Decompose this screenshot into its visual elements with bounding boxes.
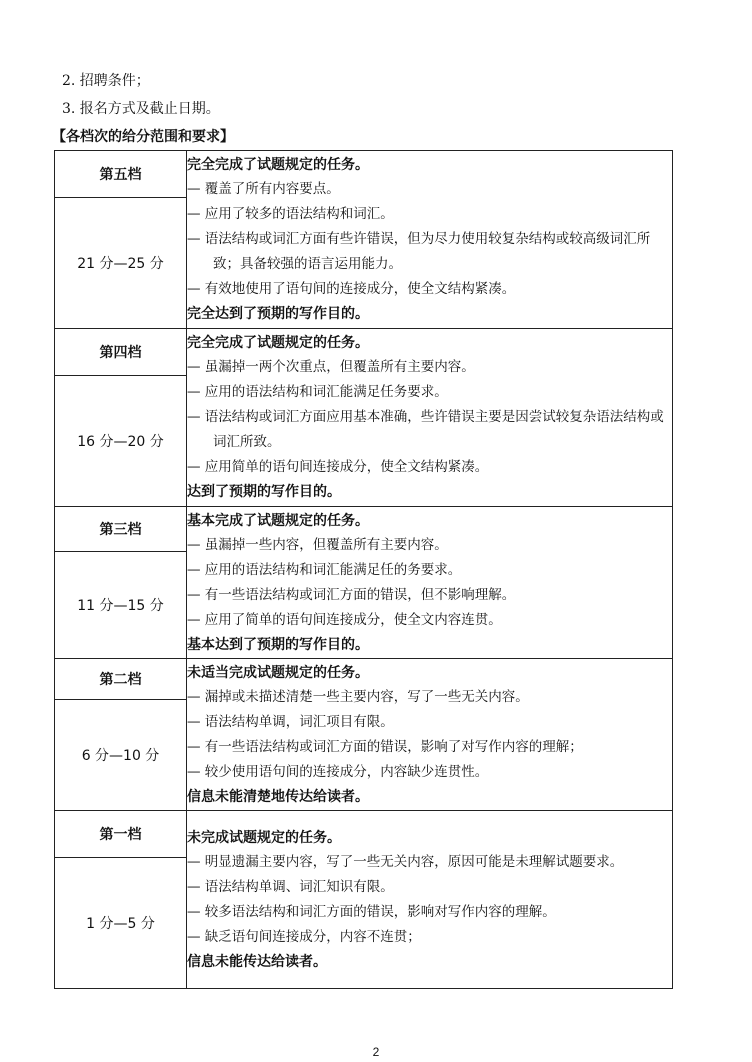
- band-level: 第二档: [55, 659, 187, 700]
- band-footer: 信息未能清楚地传达给读者。: [187, 788, 369, 805]
- page-number: 2: [372, 1045, 380, 1059]
- band-description: [187, 151, 673, 329]
- band-item: — 缺乏语句间连接成分，内容不连贯；: [187, 928, 421, 945]
- band-4-level-row: [55, 329, 673, 376]
- band-range: 21 分—25 分: [55, 198, 187, 329]
- band-title: 完全完成了试题规定的任务。: [187, 157, 369, 173]
- band-item: — 虽漏掉一些内容，但覆盖所有主要内容。: [187, 536, 448, 553]
- band-item: — 有一些语法结构或词汇方面的错误，影响了对写作内容的理解；: [187, 738, 583, 755]
- band-item: — 覆盖了所有内容要点。: [187, 181, 340, 197]
- band-item: — 虽漏掉一两个次重点，但覆盖所有主要内容。: [187, 359, 475, 375]
- band-title: 未完成试题规定的任务。: [187, 829, 341, 846]
- band-item: — 应用的语法结构和词汇能满足任务要求。: [187, 384, 448, 400]
- band-level: 第四档: [55, 329, 187, 376]
- band-range: 11 分—15 分: [55, 552, 187, 659]
- band-level: 第五档: [55, 151, 187, 198]
- band-range: 6 分—10 分: [55, 700, 187, 811]
- band-title: 基本完成了试题规定的任务。: [187, 512, 369, 529]
- band-item: — 语法结构单调、词汇知识有限。: [187, 878, 394, 895]
- band-item: — 有一些语法结构或词汇方面的错误，但不影响理解。: [187, 586, 516, 603]
- band-item: — 漏掉或未描述清楚一些主要内容，写了一些无关内容。: [187, 688, 529, 705]
- band-item: — 明显遗漏主要内容，写了一些无关内容，原因可能是未理解试题要求。: [187, 853, 624, 870]
- band-range: 16 分—20 分: [55, 376, 187, 507]
- band-title: 未适当完成试题规定的任务。: [187, 664, 369, 681]
- intro-item-2: 2. 招聘条件；: [62, 73, 150, 89]
- band-footer: 达到了预期的写作目的。: [187, 484, 341, 500]
- band-item: — 较多语法结构和词汇方面的错误，影响对写作内容的理解。: [187, 903, 556, 920]
- band-title: 完全完成了试题规定的任务。: [187, 335, 369, 351]
- band-footer: 信息未能传达给读者。: [187, 953, 327, 970]
- band-description: [187, 329, 673, 507]
- band-item: — 语法结构单调，词汇项目有限。: [187, 713, 394, 730]
- band-5-level-row: [55, 151, 673, 198]
- band-item: — 应用了简单的语句间连接成分，使全文内容连贯。: [187, 611, 502, 628]
- band-item: — 较少使用语句间的连接成分，内容缺少连贯性。: [187, 763, 489, 780]
- band-description: [187, 811, 673, 989]
- band-2-level-row: [55, 659, 673, 700]
- section-heading: 【各档次的给分范围和要求】: [52, 129, 234, 145]
- band-item: — 应用了较多的语法结构和词汇。: [187, 206, 394, 222]
- band-item: — 应用简单的语句间连接成分，使全文结构紧凑。: [187, 459, 489, 475]
- band-level: 第三档: [55, 507, 187, 552]
- band-level: 第一档: [55, 811, 187, 858]
- band-item: — 语法结构或词汇方面有些许错误，但为尽力使用较复杂结构或较高级词汇所致；具备较强的语言运用能力。: [187, 231, 651, 272]
- band-3-level-row: [55, 507, 673, 552]
- band-description: [187, 659, 673, 811]
- band-item: — 语法结构或词汇方面应用基本准确，些许错误主要是因尝试较复杂语法结构或词汇所致。: [187, 409, 664, 450]
- band-description: [187, 507, 673, 659]
- band-footer: 完全达到了预期的写作目的。: [187, 306, 369, 322]
- band-item: — 应用的语法结构和词汇能满足任的务要求。: [187, 561, 462, 578]
- band-footer: 基本达到了预期的写作目的。: [187, 636, 369, 653]
- band-range: 1 分—5 分: [55, 858, 187, 989]
- intro-item-3: 3. 报名方式及截止日期。: [62, 101, 220, 117]
- band-1-level-row: [55, 811, 673, 858]
- band-item: — 有效地使用了语句间的连接成分，使全文结构紧凑。: [187, 281, 516, 297]
- scoring-table: [54, 150, 673, 989]
